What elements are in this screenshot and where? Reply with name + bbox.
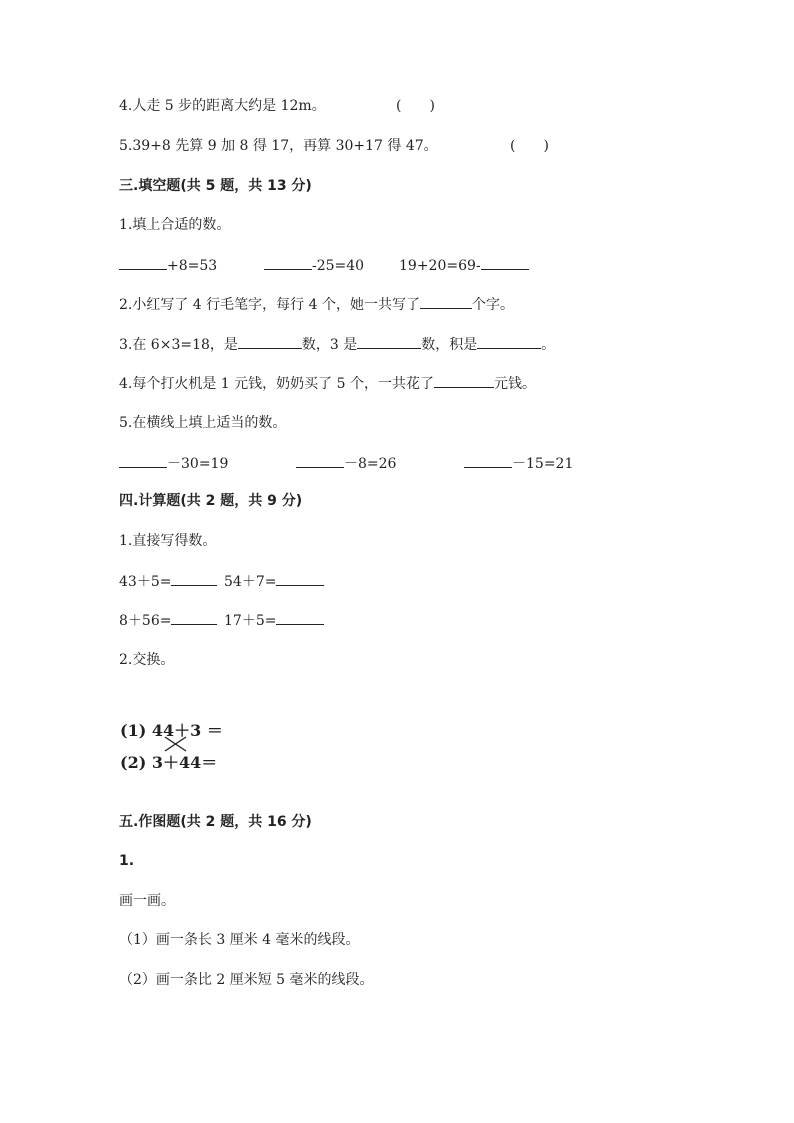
equation-text: －8=26 [344, 456, 397, 472]
answer-blank[interactable] [477, 334, 541, 349]
fill-blank-equation [399, 255, 529, 276]
answer-blank[interactable] [296, 453, 344, 468]
equation-text: －15=21 [512, 456, 574, 472]
section-heading-drawing: 五.作图题(共 2 题，共 16 分) [119, 814, 312, 830]
answer-blank[interactable] [420, 294, 472, 309]
answer-blank[interactable] [119, 453, 167, 468]
answer-blank[interactable] [238, 334, 302, 349]
judge-question-5: 5.39+8 先算 9 加 8 得 17，再算 30+17 得 47。 [119, 138, 438, 154]
answer-blank[interactable] [171, 610, 217, 625]
equation-text: －30=19 [167, 456, 229, 472]
section-heading-fill-in: 三.填空题(共 5 题，共 13 分) [119, 178, 312, 194]
fill-question-1: 1.填上合适的数。 [119, 217, 231, 233]
equation-text: 43＋5= [119, 574, 172, 590]
answer-parentheses[interactable]: ( ) [396, 98, 435, 114]
question-text: 2.小红写了 4 行毛笔字，每行 4 个，她一共写了 [119, 297, 420, 313]
question-text: 4.每个打火机是 1 元钱，奶奶买了 5 个，一共花了 [119, 376, 434, 392]
equation-text: +8=53 [167, 258, 218, 274]
equation-text: 3 ＝ [190, 721, 223, 740]
swap-cross-icon [162, 736, 192, 752]
calc-equation [119, 610, 217, 631]
question-text: 个字。 [471, 297, 514, 313]
calc-equation [224, 610, 324, 631]
fill-blank-equation [264, 255, 364, 276]
calc-equation [119, 571, 217, 592]
question-text: 。 [541, 337, 556, 353]
fill-blank-equation [464, 453, 573, 474]
answer-blank[interactable] [264, 255, 312, 270]
calc-question-1: 1.直接写得数。 [119, 533, 217, 549]
answer-blank[interactable] [276, 571, 324, 586]
draw-item-2: （2）画一条比 2 厘米短 5 毫米的线段。 [119, 972, 374, 988]
draw-question-number: 1. [119, 853, 135, 869]
draw-intro: 画一画。 [119, 893, 175, 909]
equation-text: 17＋5= [224, 613, 277, 629]
fill-question-5: 5.在横线上填上适当的数。 [119, 415, 287, 431]
fill-blank-equation [119, 255, 217, 276]
question-text: 数，积是 [421, 337, 478, 353]
equation-text: ＋ [174, 721, 191, 740]
fill-blank-equation [119, 453, 228, 474]
question-text: 数，3 是 [301, 337, 358, 353]
equation-text: 54＋7= [224, 574, 277, 590]
answer-blank[interactable] [119, 255, 167, 270]
calc-equation [224, 571, 324, 592]
fill-question-2 [119, 294, 514, 315]
judge-question-4: 4.人走 5 步的距离大约是 12m。 [119, 98, 326, 114]
calc-question-2: 2.交换。 [119, 652, 175, 668]
answer-blank[interactable] [434, 373, 494, 388]
equation-text: 19+20=69- [399, 258, 481, 274]
answer-blank[interactable] [171, 571, 217, 586]
draw-item-1: （1）画一条长 3 厘米 4 毫米的线段。 [119, 932, 360, 948]
fill-question-3 [119, 334, 555, 355]
answer-blank[interactable] [481, 255, 529, 270]
question-text: 3.在 6×3=18，是 [119, 337, 238, 353]
fill-question-4 [119, 373, 536, 394]
equation-text: (1) 44 [120, 721, 175, 740]
question-text: 元钱。 [493, 376, 536, 392]
swap-equation-2: (2) 3＋44＝ [120, 753, 218, 772]
equation-text: 8＋56= [119, 613, 172, 629]
answer-blank[interactable] [276, 610, 324, 625]
answer-parentheses[interactable]: ( ) [510, 138, 549, 154]
equation-text: -25=40 [312, 258, 365, 274]
section-heading-calculation: 四.计算题(共 2 题，共 9 分) [119, 493, 303, 509]
answer-blank[interactable] [357, 334, 421, 349]
answer-blank[interactable] [464, 453, 512, 468]
fill-blank-equation [296, 453, 396, 474]
